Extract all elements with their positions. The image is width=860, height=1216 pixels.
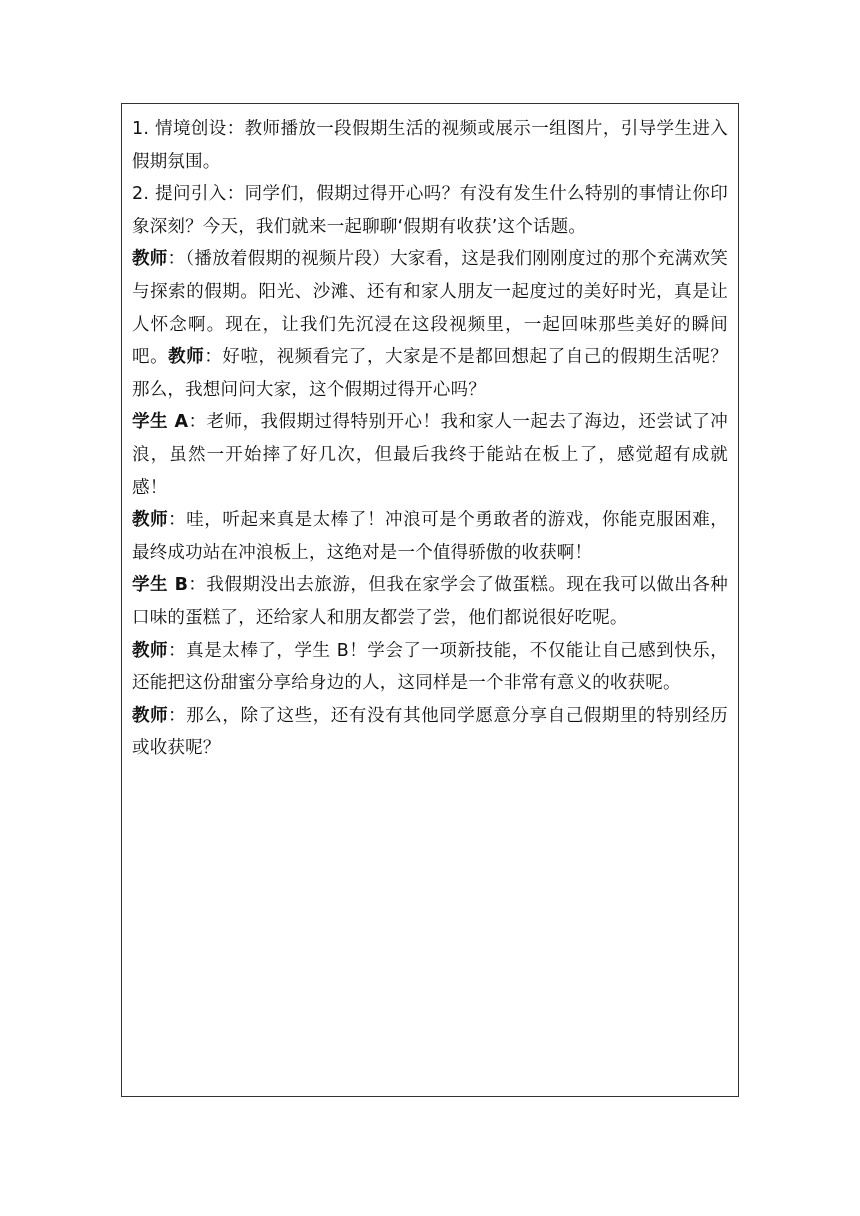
dialogue-text: ：那么，除了这些，还有没有其他同学愿意分享自己假期里的特别经历或收获呢？	[132, 705, 729, 759]
speaker-label: 教师	[132, 705, 169, 726]
paragraph-question-intro	[132, 178, 728, 243]
speaker-label: 学生 A	[132, 412, 189, 433]
dialogue-text: ：老师，我假期过得特别开心！我和家人一起去了海边，还尝试了冲浪，虽然一开始摔了好几次，但最后我终于能站在板上了，感觉超有成就感！	[132, 412, 729, 498]
speaker-label: 教师	[132, 510, 169, 531]
dialogue-text: ：哇，听起来真是太棒了！冲浪可是个勇敢者的游戏，你能克服困难，最终成功站在冲浪板上，这绝对是一个值得骄傲的收获啊！	[132, 510, 729, 563]
dialogue-text: ：我假期没出去旅游，但我在家学会了做蛋糕。现在我可以做出各种口味的蛋糕了，还给家人和朋友都尝了尝，他们都说很好吃呢。	[132, 575, 729, 628]
paragraph-situation-setup	[132, 113, 728, 178]
speaker-label: 教师	[168, 347, 205, 368]
dialogue-teacher-response-a	[132, 504, 728, 569]
paragraph-text: 2. 提问引入：同学们，假期过得开心吗？有没有发生什么特别的事情让你印象深刻？今天，我们就来一起聊聊‘假期有收获’这个话题。	[132, 184, 728, 237]
speaker-label: 教师	[132, 640, 169, 661]
dialogue-text: ：真是太棒了，学生 B！学会了一项新技能，不仅能让自己感到快乐，还能把这份甜蜜分享给身边的人，这同样是一个非常有意义的收获呢。	[132, 640, 728, 694]
dialogue-text: ：（播放着假期的视频片段）大家看，这是我们刚刚度过的那个充满欢笑与探索的假期。阳光、沙滩、还有和家人朋友一起度过的美好时光，真是让人怀念啊。现在，让我们先沉浸在这段视频里，一起回味那些美好的瞬间吧。	[132, 249, 728, 368]
paragraph-text: 1. 情境创设：教师播放一段假期生活的视频或展示一组图片，引导学生进入假期氛围。	[132, 119, 728, 172]
speaker-label: 学生 B	[132, 575, 189, 596]
speaker-label: 教师	[132, 249, 168, 270]
dialogue-text: ：好啦，视频看完了，大家是不是都回想起了自己的假期生活呢？那么，我想问问大家，这个假期过得开心吗？	[132, 347, 729, 400]
dialogue-student-b	[132, 569, 728, 634]
dialogue-student-a	[132, 406, 728, 504]
dialogue-teacher-video	[132, 243, 728, 406]
lesson-table-cell	[121, 103, 739, 1097]
dialogue-teacher-invite	[132, 700, 728, 765]
dialogue-teacher-response-b	[132, 635, 728, 700]
